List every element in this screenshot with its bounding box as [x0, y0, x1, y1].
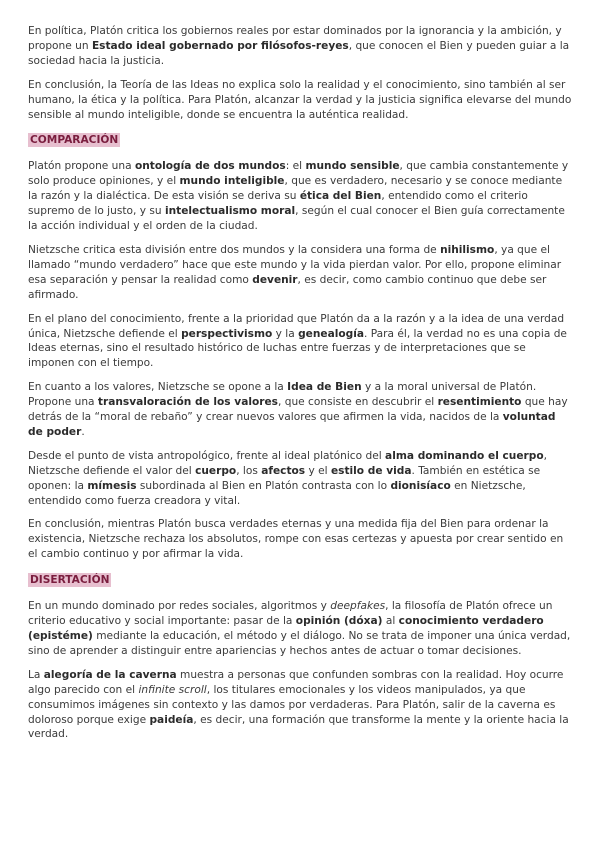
- text-run: . Para él, la verdad no es una copia de Ideas eternas, sino el resultado histórico de luchas entre fuerzas y de interpretaciones que se imponen con el tiempo.: [28, 327, 567, 370]
- text-run: , que es verdadero, necesario y se conoce mediante la razón y la dialéctica. De esta visión se deriva su: [28, 175, 563, 203]
- text-run: En cuanto a los valores, Nietzsche se opone a la: [28, 381, 288, 394]
- text-run: al: [382, 615, 399, 628]
- bold-term: dionisíaco: [390, 479, 451, 492]
- text-run: : el: [285, 160, 306, 173]
- bold-term: nihilismo: [440, 243, 495, 256]
- bold-term: alma dominando el cuerpo: [385, 449, 544, 462]
- paragraph-antropologia: [28, 449, 572, 509]
- paragraph-conclusion-teoria: En conclusión, la Teoría de las Ideas no explica solo la realidad y el conocimiento, sino también al ser humano, la ética y la política. Para Platón, alcanzar la verdad y la justicia significa elevarse del mundo sensible al mundo inteligible, donde se encuentra la auténtica realidad.: [28, 78, 572, 121]
- bold-term: conocimiento verdadero (epistéme): [28, 615, 544, 642]
- text-run: , ya que el llamado “mundo verdadero” hace que este mundo y la vida pierdan valor. Por ello, propone eliminar esa separación y pensar la realidad como: [28, 243, 562, 286]
- text-run: La: [28, 668, 44, 681]
- text-run: , según el cual conocer el Bien guía correctamente la acción individual y el orden de la ciudad.: [28, 205, 565, 233]
- text-run: , que consiste en descubrir el: [278, 396, 438, 409]
- bold-term: ética del Bien: [299, 190, 382, 203]
- bold-term: transvaloración de los valores: [97, 396, 278, 409]
- text-run: Platón propone una: [28, 160, 135, 173]
- text-run: En política, Platón critica los gobiernos reales por estar dominados por la ignorancia y la ambición, y propone un: [28, 25, 562, 52]
- bold-term: devenir: [252, 273, 298, 286]
- text-run: y el: [305, 464, 331, 477]
- text-run: , que cambia constantemente y solo produce opiniones, y el: [28, 160, 569, 188]
- text-run: En el plano del conocimiento, frente a la prioridad que Platón da a la razón y a la idea de una verdad única, Nietzsche defiende el: [28, 312, 565, 340]
- bold-term: paideía: [149, 713, 194, 726]
- text-run: En un mundo dominado por redes sociales, algoritmos y: [28, 600, 331, 613]
- text-run: .: [81, 425, 85, 438]
- bold-term: Idea de Bien: [287, 381, 362, 394]
- bold-term: estilo de vida: [330, 464, 412, 477]
- paragraph-valores: [28, 380, 572, 440]
- text-run: , es decir, una formación que transforme la mente y la oriente hacia la verdad.: [28, 713, 569, 741]
- text-run: , entendido como el criterio supremo de lo justo, y su: [28, 190, 528, 218]
- section-heading-comparacion: COMPARACIÓN: [30, 134, 119, 147]
- text-run: muestra a personas que confunden sombras con la realidad. Hoy ocurre algo parecido con el: [28, 668, 564, 696]
- italic-term: infinite scroll: [138, 683, 207, 696]
- bold-term: mundo inteligible: [179, 175, 285, 188]
- text-run: , que conocen el Bien y pueden guiar a la sociedad hacia la justicia.: [28, 39, 570, 67]
- text-run: , es decir, como cambio continuo que debe ser afirmado.: [28, 273, 547, 301]
- paragraph-caverna: [28, 668, 572, 743]
- bold-term: afectos: [261, 464, 306, 477]
- bold-term: genealogía: [298, 327, 364, 340]
- paragraph-conocimiento: [28, 312, 572, 372]
- bold-term: mímesis: [87, 479, 137, 492]
- text-run: mediante la educación, el método y el diálogo. No se trata de imponer una única verdad, sino de aprender a distinguir entre apariencias y hechos antes de actuar o tomar decisiones.: [28, 630, 571, 657]
- bold-term: ontología de dos mundos: [134, 160, 286, 173]
- bold-term: Estado ideal gobernado por filósofos-reyes: [91, 39, 349, 52]
- text-run: , Nietzsche defiende el valor del: [28, 449, 547, 477]
- bold-term: intelectualismo moral: [164, 205, 296, 218]
- section-heading-wrap: [28, 571, 572, 599]
- text-run: y la: [272, 327, 299, 340]
- bold-term: cuerpo: [195, 464, 237, 477]
- text-run: , los titulares emocionales y los videos manipulados, ya que consumimos imágenes sin contexto y las damos por verdaderas. Para Platón, salir de la caverna es doloroso porque exige: [28, 683, 556, 726]
- text-run: que hay detrás de la “moral de rebaño” y crear nuevos valores que afirmen la vida, nacidos de la: [28, 396, 568, 424]
- section-heading-disertacion: DISERTACIÓN: [30, 574, 110, 587]
- text-run: , los: [236, 464, 262, 477]
- paragraph-ontologia: [28, 159, 572, 234]
- text-run: , la filosofía de Platón ofrece un criterio educativo y social importante: pasar de la: [28, 600, 553, 628]
- paragraph-conclusion-comparacion: En conclusión, mientras Platón busca verdades eternas y una medida fija del Bien para ordenar la existencia, Nietzsche rechaza los absolutos, rompe con esas certezas y apuesta por crear sentido en el cambio continuo y por afirmar la vida.: [28, 518, 564, 561]
- bold-term: resentimiento: [437, 396, 522, 409]
- bold-term: opinión (dóxa): [295, 615, 383, 628]
- bold-term: alegoría de la caverna: [43, 668, 177, 681]
- section-heading-wrap: [28, 131, 572, 159]
- paragraph-nihilismo: [28, 243, 572, 303]
- text-run: subordinada al Bien en Platón contrasta con lo: [136, 479, 391, 492]
- text-run: . También en estética se oponen: la: [28, 464, 541, 492]
- text-run: en Nietzsche, entendido como fuerza creadora y vital.: [28, 479, 526, 507]
- bold-term: mundo sensible: [305, 160, 400, 173]
- paragraph-redes-sociales: [28, 599, 572, 659]
- paragraph-politica: [28, 24, 572, 69]
- document-page: [28, 24, 572, 751]
- italic-term: deepfakes: [330, 600, 386, 613]
- text-run: Nietzsche critica esta división entre dos mundos y la considera una forma de: [28, 243, 441, 256]
- bold-term: perspectivismo: [181, 327, 273, 340]
- text-run: y a la moral universal de Platón. Propone una: [28, 381, 537, 409]
- bold-term: voluntad de poder: [28, 411, 556, 438]
- text-run: Desde el punto de vista antropológico, frente al ideal platónico del: [28, 449, 386, 462]
